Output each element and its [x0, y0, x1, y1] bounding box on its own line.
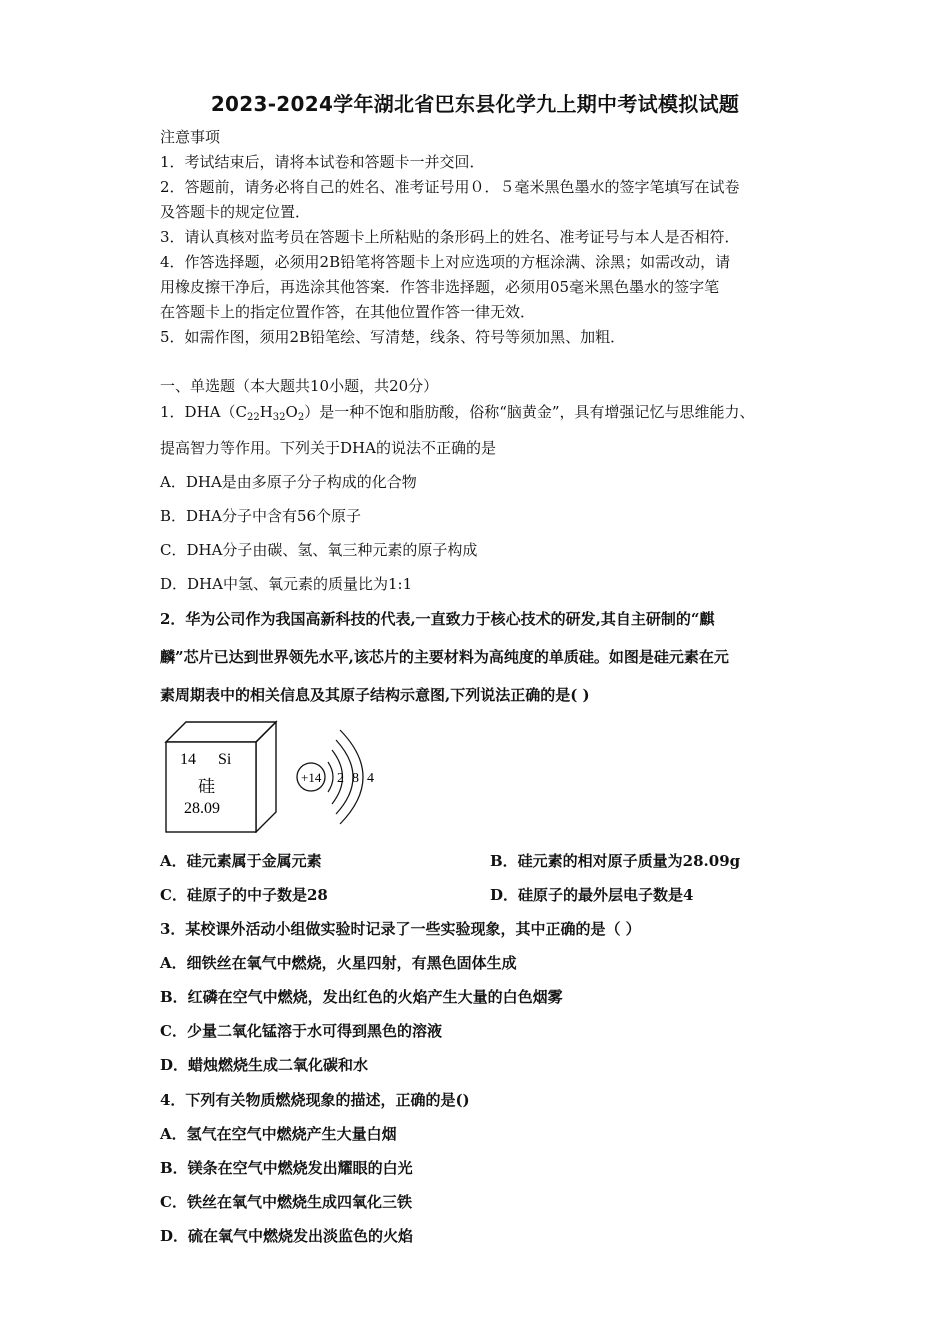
element-name: 硅	[198, 777, 215, 797]
atomic-number: 14	[180, 751, 196, 768]
q2-stem-line3: 素周期表中的相关信息及其原子结构示意图,下列说法正确的是( )	[160, 686, 590, 704]
nucleus-charge: +14	[301, 770, 322, 785]
q1-option-c: C．DHA分子由碳、氢、氧三种元素的原子构成	[160, 541, 478, 559]
notice-line: 3．请认真核对监考员在答题卡上所粘贴的条形码上的姓名、准考证号与本人是否相符．	[160, 228, 740, 246]
periodic-cell	[166, 722, 276, 832]
exam-title: 2023-2024学年湖北省巴东县化学九上期中考试模拟试题	[210, 92, 740, 116]
q3-stem: 3．某校课外活动小组做实验时记录了一些实验现象，其中正确的是（ ）	[160, 920, 641, 938]
q2-option-b: B．硅元素的相对原子质量为28.09g	[490, 852, 741, 870]
notice-line: 用橡皮擦干净后，再选涂其他答案．作答非选择题，必须用05毫米黑色墨水的签字笔	[160, 278, 720, 296]
notice-line: 及答题卡的规定位置．	[160, 203, 311, 221]
element-symbol: Si	[218, 751, 232, 768]
q4-option-d: D．硫在氧气中燃烧发出淡监色的火焰	[160, 1227, 414, 1245]
notice-heading: 注意事项	[160, 128, 221, 146]
q1-option-a: A．DHA是由多原子分子构成的化合物	[160, 473, 417, 491]
q1-option-d: D．DHA中氢、氧元素的质量比为1:1	[160, 575, 413, 593]
q3-option-a: A．细铁丝在氧气中燃烧，火星四射，有黑色固体生成	[160, 954, 517, 972]
notice-line: 5．如需作图，须用2B铅笔绘、写清楚，线条、符号等须加黑、加粗．	[160, 328, 626, 346]
q3-option-b: B．红磷在空气中燃烧，发出红色的火焰产生大量的白色烟雾	[160, 988, 563, 1006]
q1-stem: 1．$DHA(C_{22}H_{32}O_2)$是一种不饱和脂肪酸，俗称“脑黄金”，具有增强记忆与思维能力、	[160, 403, 755, 423]
q2-option-d: D．硅原子的最外层电子数是4	[490, 886, 694, 904]
shell-electrons: 8	[352, 771, 359, 786]
silicon-figure	[160, 718, 400, 833]
q2-stem: 2．华为公司作为我国高新科技的代表,一直致力于核心技术的研发,其自主研制的“麒	[160, 610, 715, 628]
q1-stem-line2: 提高智力等作用。下列关于DHA的说法不正确的是	[160, 439, 496, 457]
atom-structure-diagram	[297, 730, 374, 824]
q1-option-b: B．DHA分子中含有56个原子	[160, 507, 362, 525]
electron-shell-arc	[328, 762, 333, 792]
notice-line: 1．考试结束后，请将本试卷和答题卡一并交回．	[160, 153, 485, 171]
q4-stem: 4．下列有关物质燃烧现象的描述，正确的是()	[160, 1091, 470, 1109]
q4-option-a: A．氢气在空气中燃烧产生大量白烟	[160, 1125, 397, 1143]
notice-line: 在答题卡上的指定位置作答，在其他位置作答一律无效．	[160, 303, 536, 321]
shell-electrons: 2	[337, 771, 344, 786]
q4-option-c: C．铁丝在氧气中燃烧生成四氧化三铁	[160, 1193, 412, 1211]
q2-option-c: C．硅原子的中子数是28	[160, 886, 328, 904]
notice-line: 4．作答选择题，必须用2B铅笔将答题卡上对应选项的方框涂满、涂黑；如需改动，请	[160, 253, 731, 271]
q2-stem-line2: 麟”芯片已达到世界领先水平,该芯片的主要材料为高纯度的单质硅。如图是硅元素在元	[160, 648, 729, 666]
q2-option-a: A．硅元素属于金属元素	[160, 852, 322, 870]
atomic-mass: 28.09	[184, 800, 220, 817]
q3-option-d: D．蜡烛燃烧生成二氧化碳和水	[160, 1056, 369, 1074]
q4-option-b: B．镁条在空气中燃烧发出耀眼的白光	[160, 1159, 413, 1177]
section-heading: 一、单选题（本大题共10小题，共20分）	[160, 377, 439, 395]
shell-electrons: 4	[367, 771, 374, 786]
q3-option-c: C．少量二氧化锰溶于水可得到黑色的溶液	[160, 1022, 442, 1040]
notice-line: 2．答题前，请务必将自己的姓名、准考证号用０．５毫米黑色墨水的签字笔填写在试卷	[160, 178, 740, 196]
